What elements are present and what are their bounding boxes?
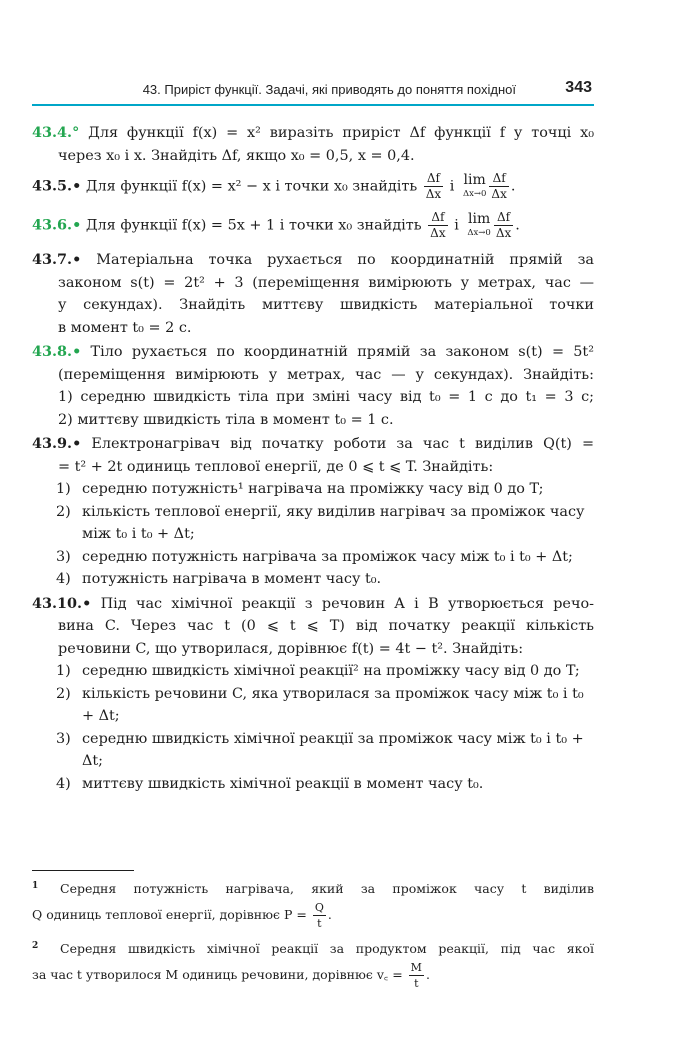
task-number: 43.8. [32, 343, 73, 360]
task-text-line: через x₀ і x. Знайдіть Δf, якщо x₀ = 0,5, x = 0,4. [58, 147, 415, 164]
task-text-line: у секундах). Знайдіть миттєву швидкість матеріальної точки [58, 297, 594, 313]
task-43-5: 43.5.• Для функції f(x) = x² − x і точки x₀ знайдіть $\frac{\Delta f}{\Delta x}$ і lim Δx→0 $\frac{\Delta f}{\Delta x}$ . [32, 171, 516, 201]
task-43-8 [32, 341, 594, 431]
task-number: 43.7. [32, 251, 73, 268]
fraction: $\frac{\Delta f}{\Delta x}$ [491, 171, 507, 201]
list-item: 4) потужність нагрівача в момент часу t₀. [56, 571, 382, 587]
task-number: 43.4. [32, 124, 73, 141]
limit-operator: lim Δx→0 [462, 171, 487, 199]
task-text-line: Матеріальна точка рухається по координатній прямій за [96, 252, 595, 268]
difficulty-marker: • [72, 177, 82, 195]
list-item: 1) середню швидкість хімічної реакції² на проміжку часу від 0 до T; [56, 663, 580, 679]
difficulty-marker: • [72, 216, 82, 234]
task-text-line: Електронагрівач від початку роботи за час t виділив Q(t) = [91, 436, 595, 452]
task-text-line: = t² + 2t одиниць теплової енергії, де 0 ⩽ t ⩽ T. Знайдіть: [58, 458, 494, 475]
task-text-line: 1) середню швидкість тіла при зміні часу від t₀ = 1 с до t₁ = 3 с; [58, 389, 594, 405]
footnote-divider [32, 870, 134, 871]
page-header [32, 80, 594, 106]
running-title: 43. Приріст функції. Задачі, які приводять до поняття похідної [142, 82, 516, 97]
exercise-list [32, 122, 594, 797]
task-43-7 [32, 249, 594, 339]
task-text: Для функції f(x) = 5x + 1 і точки x₀ знайдіть [85, 217, 422, 234]
difficulty-marker: • [72, 435, 82, 452]
list-item: 4) миттєву швидкість хімічної реакції в момент часу t₀. [56, 775, 484, 792]
list-item: 3) середню потужність нагрівача за проміжок часу між t₀ і t₀ + Δt; [56, 548, 573, 565]
fraction: $\frac{\Delta f}{\Delta x}$ [425, 171, 442, 201]
task-number: 43.5. [32, 177, 73, 195]
task-text: Для функції f(x) = x² − x і точки x₀ знайдіть [85, 178, 418, 195]
task-text-line: Під час хімічної реакції з речовин A і B утворюється речо- [100, 595, 594, 612]
task-text-line: Тіло рухається по координатній прямій за законом s(t) = 5t² [90, 344, 594, 360]
task-text-line: Для функції f(x) = x² виразіть приріст Δf функції f у точці x₀ [88, 125, 594, 141]
footnotes [32, 870, 594, 995]
footnote-mark: 2 [32, 941, 39, 951]
task-number: 43.6. [32, 216, 73, 234]
fraction: $\frac{\Delta f}{\Delta x}$ [495, 210, 512, 240]
difficulty-marker: • [72, 251, 82, 268]
task-43-10 [32, 593, 594, 796]
list-item: 2) кількість речовини C, яка утворилася за проміжок часу між t₀ і t₀ + Δt; [56, 685, 584, 724]
task-number: 43.10. [32, 594, 83, 612]
list-item: 2) кількість теплової енергії, яку виділив нагрівач за проміжок часу між t₀ і t₀ + Δt; [56, 503, 585, 542]
list-item: 1) середню потужність¹ нагрівача на проміжку часу від 0 до T; [56, 481, 544, 497]
footnote-1: 1 Середня потужність нагрівача, який за проміжок часу t виділив Q одиниць теплової енергії, дорівнює P = $\frac{Q}{t}$ . [32, 875, 594, 931]
task-text-line: законом s(t) = 2t² + 3 (переміщення вимірюють у метрах, час — [58, 274, 594, 291]
footnote-2: 2 Середня швидкість хімічної реакції за продуктом реакції, під час якої за час t утворилося M одиниць речовини, дорівнює v꜀ = $\frac{M}{t}$ . [32, 935, 594, 991]
task-43-4 [32, 122, 594, 167]
page-number: 343 [565, 79, 592, 96]
difficulty-marker: • [72, 343, 82, 360]
task-text-line: речовини C, що утворилася, дорівнює f(t) = 4t − t². Знайдіть: [58, 640, 524, 657]
task-43-9 [32, 433, 594, 591]
fraction: $\frac{\Delta f}{\Delta x}$ [430, 210, 446, 240]
limit-operator: lim Δx→0 [467, 210, 491, 238]
fraction: $\frac{M}{t}$ [410, 961, 422, 990]
footnote-mark: 1 [32, 881, 39, 891]
fraction: $\frac{Q}{t}$ [314, 901, 324, 930]
difficulty-marker: ° [72, 124, 80, 141]
task-43-6: 43.6.• Для функції f(x) = 5x + 1 і точки x₀ знайдіть $\frac{\Delta f}{\Delta x}$ і lim Δx→0 $\frac{\Delta f}{\Delta x}$ . [32, 210, 520, 240]
task-text-line: 2) миттєву швидкість тіла в момент t₀ = 1 с. [58, 411, 394, 428]
list-item: 3) середню швидкість хімічної реакції за проміжок часу між t₀ і t₀ + Δt; [56, 730, 584, 769]
task-number: 43.9. [32, 435, 73, 452]
task-text-line: в момент t₀ = 2 с. [58, 319, 192, 336]
task-text-line: вина C. Через час t (0 ⩽ t ⩽ T) від початку реакції кількість [58, 618, 594, 634]
difficulty-marker: • [82, 594, 92, 612]
task-text-line: (переміщення вимірюють у метрах, час — у секундах). Знайдіть: [58, 366, 594, 383]
